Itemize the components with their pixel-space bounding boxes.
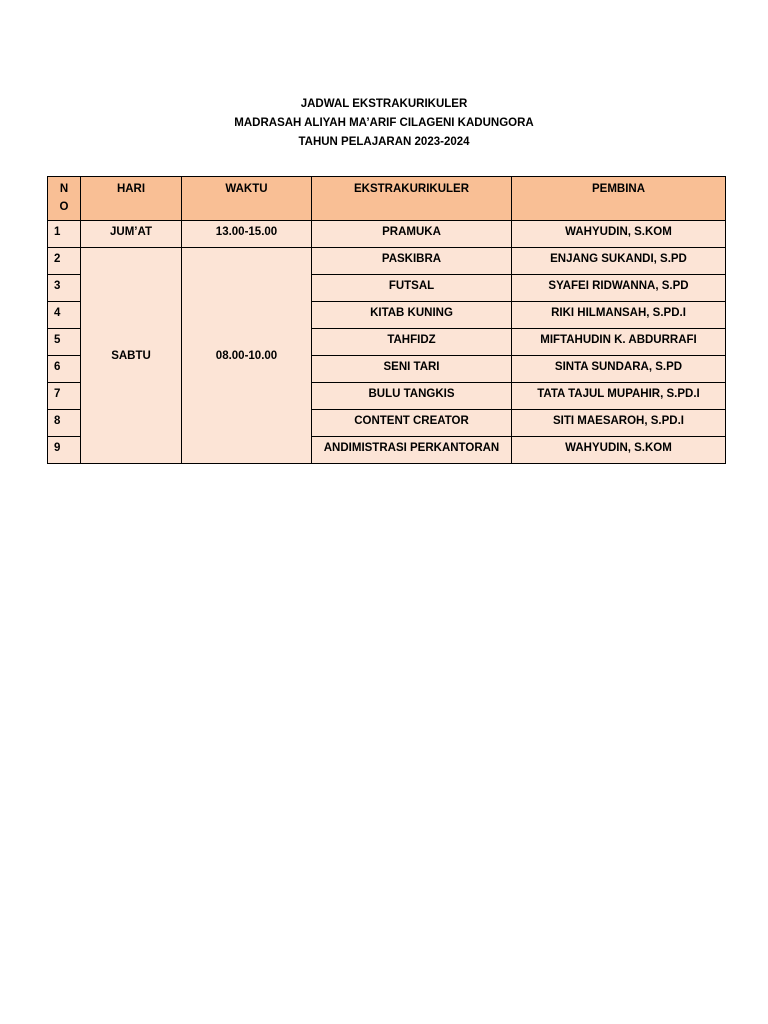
column-header-waktu: WAKTU <box>182 177 312 221</box>
title-line-2: MADRASAH ALIYAH MA’ARIF CILAGENI KADUNGORA <box>234 117 534 129</box>
table-header-row <box>48 177 726 221</box>
cell-pembina: ENJANG SUKANDI, S.PD <box>512 248 726 275</box>
column-header-no-line2: O <box>59 201 69 213</box>
cell-hari-merged: SABTU <box>81 248 182 464</box>
cell-ekstrakurikuler: SENI TARI <box>312 356 512 383</box>
cell-ekstrakurikuler: ANDIMISTRASI PERKANTORAN <box>312 437 512 464</box>
cell-pembina: SINTA SUNDARA, S.PD <box>512 356 726 383</box>
column-header-no-line1: N <box>59 183 69 195</box>
cell-no: 7 <box>48 383 81 410</box>
column-header-pembina: PEMBINA <box>512 177 726 221</box>
cell-pembina: MIFTAHUDIN K. ABDURRAFI <box>512 329 726 356</box>
cell-ekstrakurikuler: PASKIBRA <box>312 248 512 275</box>
cell-pembina: SITI MAESAROH, S.PD.I <box>512 410 726 437</box>
schedule-table <box>47 176 726 464</box>
cell-ekstrakurikuler: BULU TANGKIS <box>312 383 512 410</box>
cell-pembina: TATA TAJUL MUPAHIR, S.PD.I <box>512 383 726 410</box>
cell-ekstrakurikuler: FUTSAL <box>312 275 512 302</box>
cell-ekstrakurikuler: TAHFIDZ <box>312 329 512 356</box>
column-header-hari: HARI <box>81 177 182 221</box>
cell-waktu: 13.00-15.00 <box>182 221 312 248</box>
cell-pembina: WAHYUDIN, S.KOM <box>512 437 726 464</box>
cell-pembina: SYAFEI RIDWANNA, S.PD <box>512 275 726 302</box>
cell-no: 5 <box>48 329 81 356</box>
cell-pembina: WAHYUDIN, S.KOM <box>512 221 726 248</box>
document-title <box>0 95 768 152</box>
cell-ekstrakurikuler: KITAB KUNING <box>312 302 512 329</box>
cell-no: 9 <box>48 437 81 464</box>
cell-waktu-merged: 08.00-10.00 <box>182 248 312 464</box>
column-header-no <box>48 177 81 221</box>
cell-no: 6 <box>48 356 81 383</box>
cell-hari: JUM’AT <box>81 221 182 248</box>
cell-ekstrakurikuler: PRAMUKA <box>312 221 512 248</box>
title-line-3: TAHUN PELAJARAN 2023-2024 <box>298 136 470 148</box>
title-line-1: JADWAL EKSTRAKURIKULER <box>300 98 468 110</box>
cell-no: 8 <box>48 410 81 437</box>
cell-no: 1 <box>48 221 81 248</box>
cell-ekstrakurikuler: CONTENT CREATOR <box>312 410 512 437</box>
column-header-ekstrakurikuler: EKSTRAKURIKULER <box>312 177 512 221</box>
table-row <box>48 248 726 275</box>
cell-no: 3 <box>48 275 81 302</box>
cell-no: 4 <box>48 302 81 329</box>
cell-pembina: RIKI HILMANSAH, S.PD.I <box>512 302 726 329</box>
cell-no: 2 <box>48 248 81 275</box>
table-row <box>48 221 726 248</box>
